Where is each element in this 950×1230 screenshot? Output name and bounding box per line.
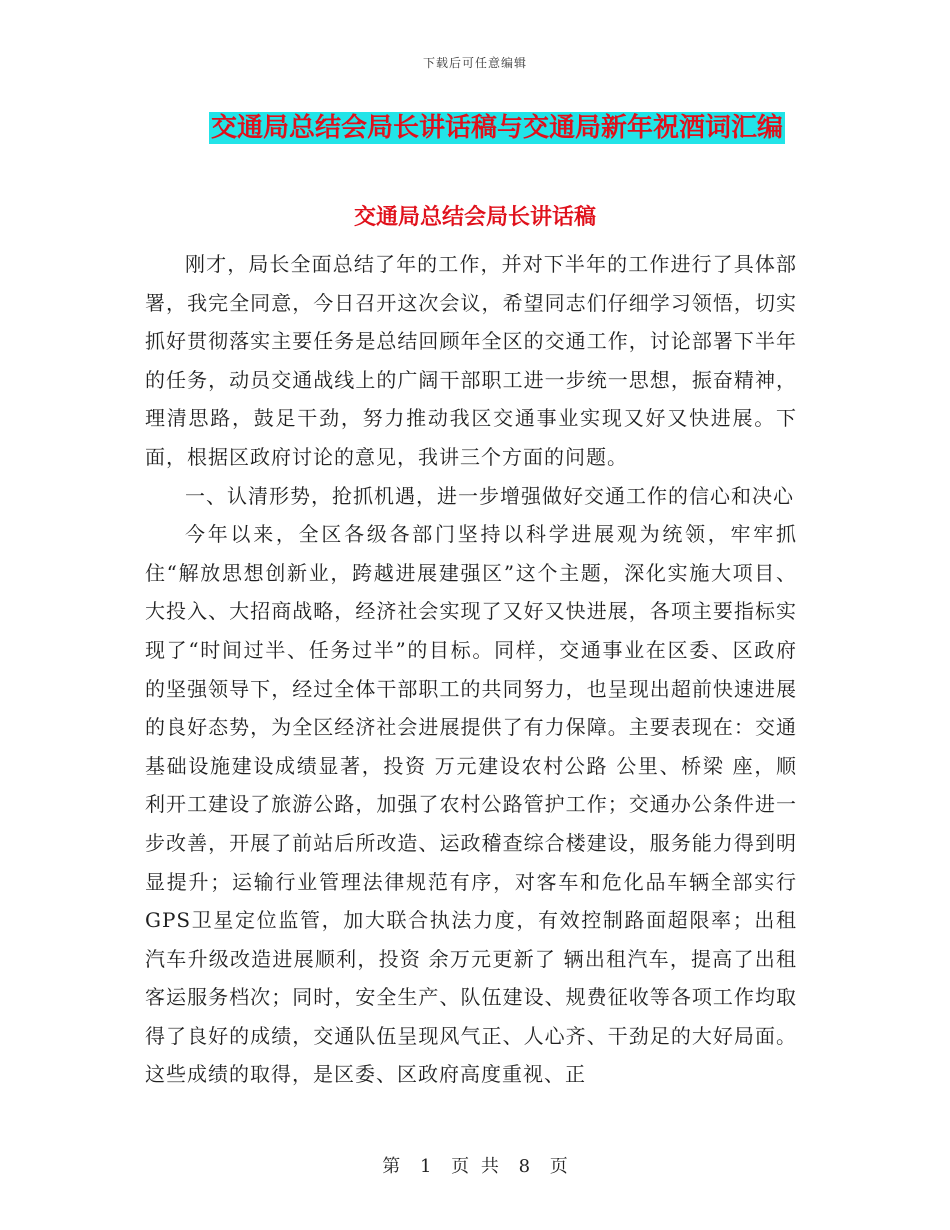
document-title: 交通局总结会局长讲话稿与交通局新年祝酒词汇编: [211, 113, 784, 143]
paragraph: 今年以来，全区各级各部门坚持以科学进展观为统领，牢牢抓住“解放思想创新业，跨越进展建强区”这个主题，深化实施大项目、大投入、大招商战略，经济社会实现了又好又快进展，各项主要指标实现了“时间过半、任务过半”的目标。同样，交通事业在区委、区政府的坚强领导下，经过全体干部职工的共同努力，也呈现出超前快速进展的良好态势，为全区经济社会进展提供了有力保障。主要表现在：交通基础设施建设成绩显著，投资 万元建设农村公路 公里、桥梁 座，顺利开工建设了旅游公路，加强了农村公路管护工作；交通办公条件进一步改善，开展了前站后所改造、运政稽查综合楼建设，服务能力得到明显提升；运输行业管理法律规范有序，对客车和危化品车辆全部实行GPS卫星定位监管，加大联合执法力度，有效控制路面超限率；出租汽车升级改造进展顺利，投资 余万元更新了 辆出租汽车，提高了出租客运服务档次；同时，安全生产、队伍建设、规费征收等各项工作均取得了良好的成绩，交通队伍呈现风气正、人心齐、干劲足的大好局面。这些成绩的取得，是区委、区政府高度重视、正: [145, 522, 797, 1087]
paragraph-heading: 一、认清形势，抢抓机遇，进一步增强做好交通工作的信心和决心: [185, 483, 794, 508]
section-title: 交通局总结会局长讲话稿: [353, 204, 596, 230]
footer-mid: 页 共: [451, 1156, 499, 1177]
paragraph: 刚才，局长全面总结了年的工作，并对下半年的工作进行了具体部署，我完全同意，今日召开这次会议，希望同志们仔细学习领悟，切实抓好贯彻落实主要任务是总结回顾年全区的交通工作，讨论部署下半年的任务，动员交通战线上的广阔干部职工进一步统一思想，振奋精神，理清思路，鼓足干劲，努力推动我区交通事业实现又好又快进展。下面，根据区政府讨论的意见，我讲三个方面的问题。: [145, 252, 797, 469]
page-footer: [0, 1152, 950, 1178]
body-text: [145, 245, 797, 1094]
page-number: 1: [419, 1156, 432, 1177]
footer-suffix: 页: [549, 1156, 568, 1177]
header-note: 下载后可任意编辑: [422, 56, 527, 70]
page-total: 8: [518, 1156, 531, 1177]
footer-prefix: 第: [382, 1156, 401, 1177]
